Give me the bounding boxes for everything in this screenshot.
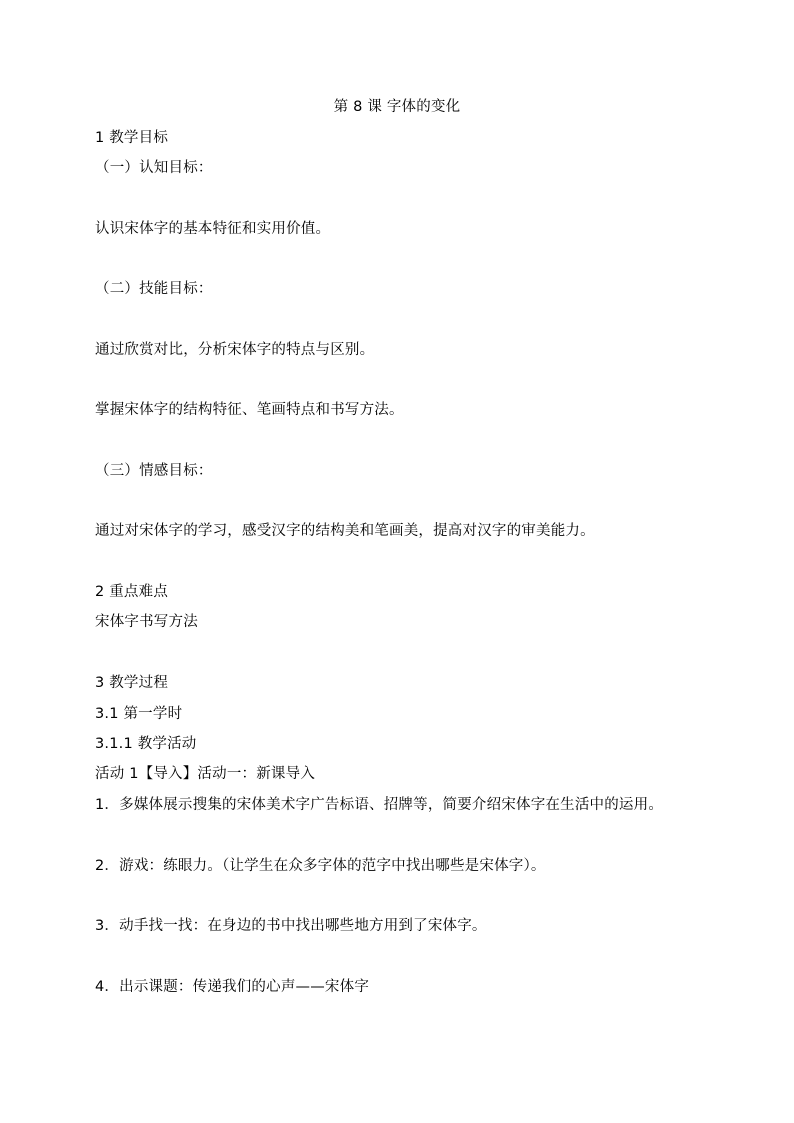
paragraph: 通过欣赏对比，分析宋体字的特点与区别。 [95, 342, 375, 358]
subheading-first-lesson: 3.1 第一学时 [95, 706, 183, 722]
activity-heading: 活动 1【导入】活动一：新课导入 [95, 766, 316, 782]
subheading-emotion: （三）情感目标： [95, 463, 213, 479]
list-item: 4．出示课题：传递我们的心声——宋体字 [95, 979, 370, 995]
section-heading-key-points: 2 重点难点 [95, 584, 169, 600]
lesson-title: 第 8 课 字体的变化 [333, 99, 461, 115]
paragraph: 通过对宋体字的学习，感受汉字的结构美和笔画美，提高对汉字的审美能力。 [95, 523, 595, 539]
subheading-skill: （二）技能目标： [95, 281, 213, 297]
section-heading-objectives: 1 教学目标 [95, 130, 169, 146]
subheading-cognitive: （一）认知目标： [95, 160, 213, 176]
paragraph: 认识宋体字的基本特征和实用价值。 [95, 221, 331, 237]
list-item: 2．游戏：练眼力。（让学生在众多字体的范字中找出哪些是宋体字）。 [95, 858, 546, 874]
subheading-activities: 3.1.1 教学活动 [95, 736, 197, 752]
section-heading-process: 3 教学过程 [95, 675, 169, 691]
paragraph: 掌握宋体字的结构特征、笔画特点和书写方法。 [95, 402, 404, 418]
list-item: 3．动手找一找：在身边的书中找出哪些地方用到了宋体字。 [95, 918, 487, 934]
paragraph: 宋体字书写方法 [95, 614, 198, 630]
list-item: 1．多媒体展示搜集的宋体美术字广告标语、招牌等，简要介绍宋体字在生活中的运用。 [95, 797, 664, 813]
